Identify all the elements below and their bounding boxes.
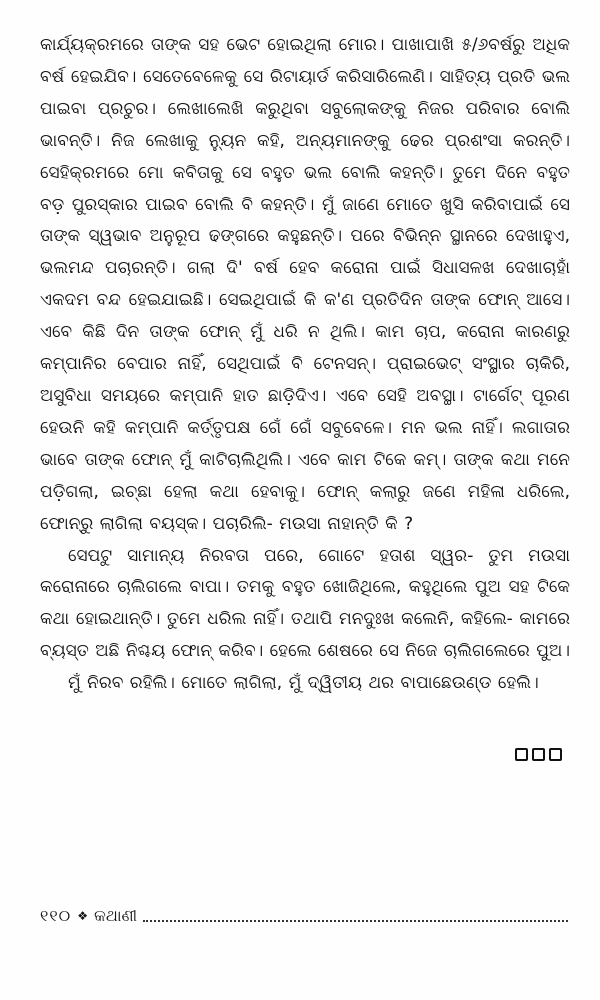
square-ornament-icon xyxy=(515,748,528,761)
paragraph-1: କାର୍ଯ୍ୟକ୍ରମରେ ତାଙ୍କ ସହ ଭେଟ ହୋଇଥିଲା ମୋର। ପାଖାପାଖି ୫/୬ବର୍ଷରୁ ଅଧିକ ବର୍ଷ ହେଇଯିବ। ସେତେବେଳେକୁ ସେ ରିଟାୟାର୍ଡ କରିସାରିଲେଣି। ସାହିତ୍ୟ ପ୍ରତି ଭଲ ପାଇବା ପ୍ରଚୁର। ଲେଖାଲେଖି କରୁଥିବା ସବୁଲୋକଙ୍କୁ ନିଜର ପରିବାର ବୋଲି ଭାବନ୍ତି। ନିଜ ଲେଖାକୁ ନ୍ୟୁନ କହି, ଅନ୍ୟମାନଙ୍କୁ ଢେର ପ୍ରଶଂସା କରନ୍ତି। ସେହିକ୍ରମରେ ମୋ କବିତାକୁ ସେ ବହୁତ ଭଲ ବୋଲି କହନ୍ତି। ତୁମେ ଦିନେ ବହୁତ ବଡ଼ ପୁରସ୍କାର ପାଇବ ବୋଲି ବି କହନ୍ତି। ମୁଁ ଜାଣେ ମୋତେ ଖୁସି କରିବାପାଇଁ ସେ ତାଙ୍କ ସ୍ୱଭାବ ଅନୁରୂପ ଢଙ୍ଗରେ କହୁଛନ୍ତି। ପରେ ବିଭିନ୍ନ ସ୍ଥାନରେ ଦେଖାହୁଏ, ଭଲମନ୍ଦ ପଚାରନ୍ତି। ଗଲା ଦି' ବର୍ଷ ହେବ କରୋନା ପାଇଁ ସିଧାସଳଖ ଦେଖାଚାହାଁ ଏକଦମ ବନ୍ଦ ହେଇଯାଇଛି। ସେଇଥିପାଇଁ କି କ'ଣ ପ୍ରତିଦିନ ତାଙ୍କ ଫୋନ୍ ଆସେ। ଏବେ କିଛି ଦିନ ତାଙ୍କ ଫୋନ୍ ମୁଁ ଧରି ନ ଥିଲି। କାମ ଚାପ, କରୋନା କାରଣରୁ କମ୍ପାନିର ବେପାର ନାହିଁ, ସେଥିପାଇଁ ବି ଟେନସନ୍। ପ୍ରାଇଭେଟ୍ ସଂସ୍ଥାର ଚାକିରି, ଅସୁବିଧା ସମୟରେ କମ୍ପାନି ହାତ ଛାଡ଼ିଦିଏ। ଏବେ ସେହି ଅବସ୍ଥା। ଟାର୍ଗେଟ୍ ପୂରଣ ହେଉନି କହି କମ୍ପାନି କର୍ତ୍ତୃପକ୍ଷ ଗେଁ ଗେଁ ସବୁବେଳେ। ମନ ଭଲ ନାହିଁ। ଲଗାତାର ଭାବେ ତାଙ୍କ ଫୋନ୍ ମୁଁ କାଟିଚାଲିଥିଲି। ଏବେ କାମ ଟିକେ କମ୍। ତାଙ୍କ କଥା ମନେ ପଡ଼ିଗଲା, ଇଚ୍ଛା ହେଲା କଥା ହେବାକୁ। ଫୋନ୍ କଲାରୁ ଜଣେ ମହିଳା ଧରିଲେ, ଫୋନ୍‌ରୁ ଲାଗିଲା ବୟସ୍କ। ପଚାରିଲି- ମଉସା ନାହାନ୍ତି କି ? xyxy=(40,35,570,534)
paragraph-3: ମୁଁ ନିରବ ରହିଲି। ମୋତେ ଲାଗିଲା, ମୁଁ ଦ୍ୱିତୀୟ ଥର ବାପାଛେଉଣ୍ଡ ହେଲି। xyxy=(68,673,539,694)
end-of-story-mark xyxy=(515,748,562,761)
page-footer xyxy=(40,906,568,926)
paragraph-2: ସେପଟୁ ସାମାନ୍ୟ ନିରବତା ପରେ, ଗୋଟେ ହତାଶ ସ୍ୱର- ତୁମ ମଉସା କରୋନାରେ ଚାଲିଗଲେ ବାପା। ତମକୁ ବହୁତ ଖୋଜିଥିଲେ, କହୁଥିଲେ ପୁଅ ସହ ଟିକେ କଥା ହୋଇଥାନ୍ତି। ତୁମେ ଧରିଲ ନାହିଁ। ତଥାପି ମନଦୁଃଖ କଲେନି, କହିଲେ- କାମରେ ବ୍ୟସ୍ତ ଅଛି ନିଶ୍ଚୟ ଫୋନ୍ କରିବ। ହେଲେ ଶେଷରେ ସେ ନିଜେ ଚାଲିଗଲେରେ ପୁଅ। xyxy=(40,545,570,662)
story-text xyxy=(40,30,570,700)
diamond-separator-icon: ❖ xyxy=(77,909,89,923)
square-ornament-icon xyxy=(532,748,545,761)
page-number: ୧୧୦ xyxy=(40,906,72,925)
book-title: କଥାଣୀ xyxy=(94,906,138,925)
square-ornament-icon xyxy=(549,748,562,761)
dotted-leader xyxy=(143,920,568,922)
